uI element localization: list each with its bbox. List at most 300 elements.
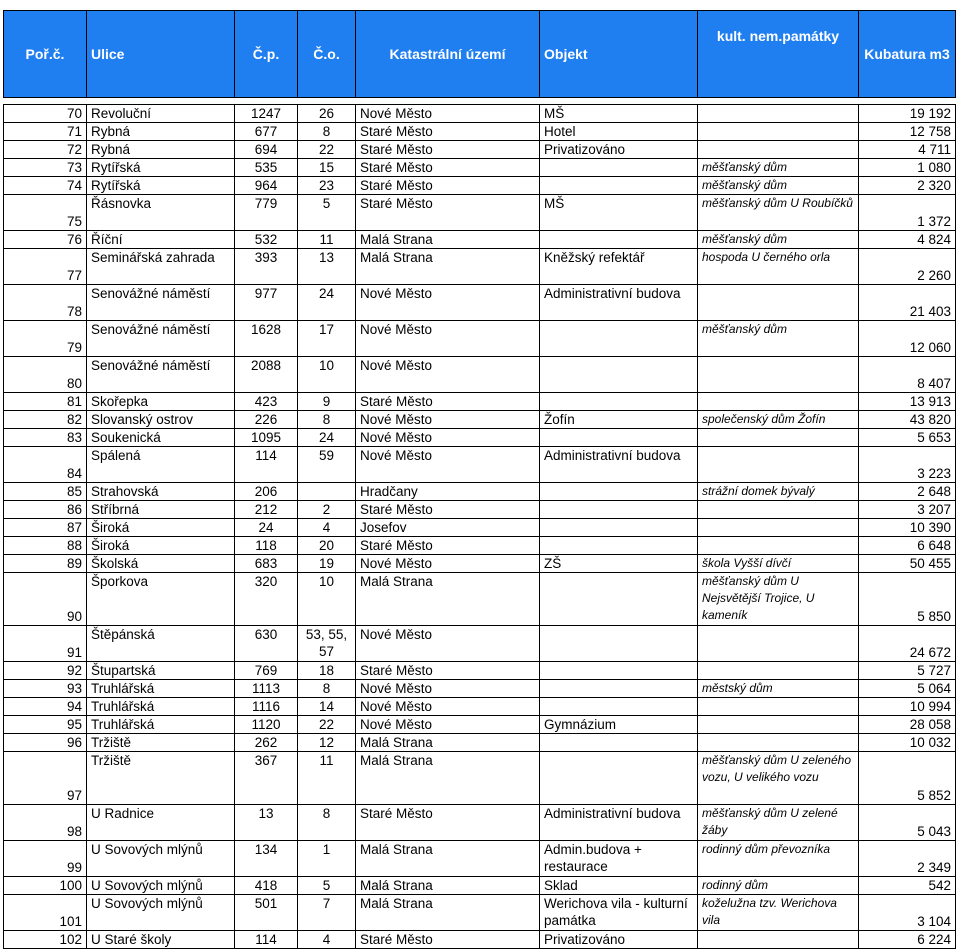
street-cell: Truhlářská	[87, 716, 235, 734]
monuments-table	[3, 10, 956, 949]
table-row	[4, 752, 956, 805]
header-num: Poř.č.	[4, 11, 87, 98]
table-row	[4, 249, 956, 285]
monument-cell	[698, 537, 859, 555]
object-cell	[540, 519, 698, 537]
cadastre-cell: Nové Město	[356, 411, 540, 429]
co-cell: 5	[298, 877, 356, 895]
monument-cell	[698, 931, 859, 949]
table-row	[4, 555, 956, 573]
co-cell: 2	[298, 501, 356, 519]
row-number: 95	[4, 716, 87, 734]
volume-cell: 10 994	[859, 698, 956, 716]
cp-cell: 1247	[235, 105, 298, 123]
street-cell: Říční	[87, 231, 235, 249]
street-cell: Široká	[87, 519, 235, 537]
monument-cell: koželužna tzv. Werichova vila	[698, 895, 859, 931]
cadastre-cell: Nové Město	[356, 716, 540, 734]
cp-cell: 320	[235, 573, 298, 626]
street-cell: Senovážné náměstí	[87, 285, 235, 321]
row-number: 75	[4, 195, 87, 231]
table-row	[4, 895, 956, 931]
volume-cell: 542	[859, 877, 956, 895]
cadastre-cell: Nové Město	[356, 680, 540, 698]
row-number: 102	[4, 931, 87, 949]
table-body	[4, 105, 956, 949]
row-number: 74	[4, 177, 87, 195]
co-cell: 24	[298, 429, 356, 447]
monument-cell	[698, 626, 859, 662]
street-cell: Revoluční	[87, 105, 235, 123]
row-number: 83	[4, 429, 87, 447]
object-cell	[540, 483, 698, 501]
monument-cell: městský dům	[698, 680, 859, 698]
cp-cell: 262	[235, 734, 298, 752]
row-number: 92	[4, 662, 87, 680]
row-number: 71	[4, 123, 87, 141]
street-cell: Široká	[87, 537, 235, 555]
monument-cell: měšťanský dům	[698, 321, 859, 357]
cp-cell: 677	[235, 123, 298, 141]
co-cell: 17	[298, 321, 356, 357]
object-cell: Administrativní budova	[540, 285, 698, 321]
row-number: 93	[4, 680, 87, 698]
volume-cell: 2 349	[859, 841, 956, 877]
object-cell: Žofín	[540, 411, 698, 429]
co-cell: 23	[298, 177, 356, 195]
cp-cell: 1120	[235, 716, 298, 734]
object-cell	[540, 357, 698, 393]
co-cell: 12	[298, 734, 356, 752]
monument-cell: strážní domek bývalý	[698, 483, 859, 501]
table-row	[4, 285, 956, 321]
row-number: 100	[4, 877, 87, 895]
volume-cell: 5 043	[859, 805, 956, 841]
volume-cell: 10 390	[859, 519, 956, 537]
table-row	[4, 447, 956, 483]
row-number: 85	[4, 483, 87, 501]
volume-cell: 24 672	[859, 626, 956, 662]
co-cell: 19	[298, 555, 356, 573]
table-row	[4, 159, 956, 177]
table-row	[4, 698, 956, 716]
cadastre-cell: Malá Strana	[356, 877, 540, 895]
volume-cell: 5 653	[859, 429, 956, 447]
cp-cell: 418	[235, 877, 298, 895]
row-number: 76	[4, 231, 87, 249]
cp-cell: 769	[235, 662, 298, 680]
volume-cell: 10 032	[859, 734, 956, 752]
header-co: Č.o.	[298, 11, 356, 98]
co-cell: 26	[298, 105, 356, 123]
header-cp: Č.p.	[235, 11, 298, 98]
street-cell: Tržiště	[87, 752, 235, 805]
table-row	[4, 105, 956, 123]
row-number: 81	[4, 393, 87, 411]
street-cell: Rybná	[87, 141, 235, 159]
street-cell: Rybná	[87, 123, 235, 141]
table-row	[4, 123, 956, 141]
monument-cell: hospoda U černého orla	[698, 249, 859, 285]
monument-cell	[698, 141, 859, 159]
object-cell	[540, 680, 698, 698]
header-cadastre: Katastrální území	[356, 11, 540, 98]
cp-cell: 206	[235, 483, 298, 501]
co-cell: 8	[298, 805, 356, 841]
row-number: 86	[4, 501, 87, 519]
volume-cell: 1 372	[859, 195, 956, 231]
co-cell: 8	[298, 680, 356, 698]
object-cell: Sklad	[540, 877, 698, 895]
row-number: 87	[4, 519, 87, 537]
monument-cell	[698, 734, 859, 752]
object-cell	[540, 177, 698, 195]
table-row	[4, 805, 956, 841]
cp-cell: 423	[235, 393, 298, 411]
cp-cell: 118	[235, 537, 298, 555]
table-row	[4, 626, 956, 662]
monument-cell: měšťanský dům	[698, 159, 859, 177]
cp-cell: 367	[235, 752, 298, 805]
volume-cell: 3 207	[859, 501, 956, 519]
row-number: 101	[4, 895, 87, 931]
cp-cell: 779	[235, 195, 298, 231]
cp-cell: 134	[235, 841, 298, 877]
cadastre-cell: Malá Strana	[356, 249, 540, 285]
cadastre-cell: Staré Město	[356, 159, 540, 177]
cp-cell: 535	[235, 159, 298, 177]
cp-cell: 532	[235, 231, 298, 249]
cp-cell: 393	[235, 249, 298, 285]
row-number: 90	[4, 573, 87, 626]
cadastre-cell: Staré Město	[356, 393, 540, 411]
cadastre-cell: Nové Město	[356, 698, 540, 716]
row-number: 88	[4, 537, 87, 555]
street-cell: Seminářská zahrada	[87, 249, 235, 285]
cp-cell: 114	[235, 931, 298, 949]
volume-cell: 50 455	[859, 555, 956, 573]
volume-cell: 5 727	[859, 662, 956, 680]
street-cell: U Sovových mlýnů	[87, 877, 235, 895]
cadastre-cell: Malá Strana	[356, 734, 540, 752]
cp-cell: 964	[235, 177, 298, 195]
monument-cell	[698, 285, 859, 321]
volume-cell: 19 192	[859, 105, 956, 123]
monument-cell: společenský dům Žofín	[698, 411, 859, 429]
cadastre-cell: Josefov	[356, 519, 540, 537]
row-number: 78	[4, 285, 87, 321]
cadastre-cell: Nové Město	[356, 429, 540, 447]
object-cell: Gymnázium	[540, 716, 698, 734]
table-row	[4, 141, 956, 159]
monument-cell: měšťanský dům U zelené žáby	[698, 805, 859, 841]
row-number: 84	[4, 447, 87, 483]
cadastre-cell: Staré Město	[356, 662, 540, 680]
street-cell: Strahovská	[87, 483, 235, 501]
volume-cell: 5 852	[859, 752, 956, 805]
co-cell: 20	[298, 537, 356, 555]
cadastre-cell: Nové Město	[356, 321, 540, 357]
row-number: 73	[4, 159, 87, 177]
cp-cell: 683	[235, 555, 298, 573]
monument-cell	[698, 662, 859, 680]
volume-cell: 5 850	[859, 573, 956, 626]
street-cell: Šporkova	[87, 573, 235, 626]
table-row	[4, 573, 956, 626]
cadastre-cell: Nové Město	[356, 555, 540, 573]
volume-cell: 3 104	[859, 895, 956, 931]
street-cell: U Sovových mlýnů	[87, 841, 235, 877]
street-cell: Štěpánská	[87, 626, 235, 662]
monument-cell	[698, 357, 859, 393]
co-cell: 11	[298, 231, 356, 249]
object-cell: ZŠ	[540, 555, 698, 573]
monument-cell: škola Vyšší dívčí	[698, 555, 859, 573]
cadastre-cell: Staré Město	[356, 537, 540, 555]
object-cell: Privatizováno	[540, 141, 698, 159]
cadastre-cell: Malá Strana	[356, 841, 540, 877]
object-cell	[540, 159, 698, 177]
volume-cell: 6 224	[859, 931, 956, 949]
co-cell: 8	[298, 411, 356, 429]
co-cell: 1	[298, 841, 356, 877]
monument-cell	[698, 519, 859, 537]
object-cell	[540, 537, 698, 555]
row-number: 82	[4, 411, 87, 429]
table-row	[4, 841, 956, 877]
cadastre-cell: Malá Strana	[356, 752, 540, 805]
table-row	[4, 680, 956, 698]
co-cell: 24	[298, 285, 356, 321]
monument-cell: měšťanský dům	[698, 231, 859, 249]
table-row	[4, 483, 956, 501]
monument-cell	[698, 698, 859, 716]
co-cell: 13	[298, 249, 356, 285]
volume-cell: 2 320	[859, 177, 956, 195]
object-cell: Administrativní budova	[540, 805, 698, 841]
co-cell: 4	[298, 931, 356, 949]
table-row	[4, 321, 956, 357]
co-cell: 5	[298, 195, 356, 231]
row-number: 89	[4, 555, 87, 573]
object-cell	[540, 429, 698, 447]
co-cell: 11	[298, 752, 356, 805]
cadastre-cell: Staré Město	[356, 177, 540, 195]
monument-cell	[698, 429, 859, 447]
object-cell: Werichova vila - kulturní památka	[540, 895, 698, 931]
object-cell: MŠ	[540, 195, 698, 231]
table-row	[4, 501, 956, 519]
monument-cell	[698, 105, 859, 123]
object-cell	[540, 321, 698, 357]
table-row	[4, 931, 956, 949]
co-cell: 14	[298, 698, 356, 716]
cadastre-cell: Nové Město	[356, 626, 540, 662]
cp-cell: 501	[235, 895, 298, 931]
co-cell: 4	[298, 519, 356, 537]
cadastre-cell: Hradčany	[356, 483, 540, 501]
row-number: 79	[4, 321, 87, 357]
row-number: 98	[4, 805, 87, 841]
volume-cell: 5 064	[859, 680, 956, 698]
street-cell: Slovanský ostrov	[87, 411, 235, 429]
row-number: 99	[4, 841, 87, 877]
table-row	[4, 537, 956, 555]
cp-cell: 212	[235, 501, 298, 519]
volume-cell: 4 711	[859, 141, 956, 159]
row-number: 94	[4, 698, 87, 716]
table-row	[4, 393, 956, 411]
co-cell: 8	[298, 123, 356, 141]
table-row	[4, 519, 956, 537]
cadastre-cell: Staré Město	[356, 501, 540, 519]
cp-cell: 114	[235, 447, 298, 483]
row-number: 72	[4, 141, 87, 159]
street-cell: Tržiště	[87, 734, 235, 752]
volume-cell: 28 058	[859, 716, 956, 734]
table-row	[4, 231, 956, 249]
co-cell: 59	[298, 447, 356, 483]
table-row	[4, 429, 956, 447]
table-row	[4, 716, 956, 734]
cp-cell: 24	[235, 519, 298, 537]
monument-cell: měšťanský dům U zeleného vozu, U velikého vozu	[698, 752, 859, 805]
monument-cell: měšťanský dům	[698, 177, 859, 195]
co-cell	[298, 483, 356, 501]
cadastre-cell: Staré Město	[356, 195, 540, 231]
monument-cell: měšťanský dům U Roubíčků	[698, 195, 859, 231]
cp-cell: 1113	[235, 680, 298, 698]
gap-cell	[4, 98, 956, 105]
co-cell: 22	[298, 716, 356, 734]
cp-cell: 1628	[235, 321, 298, 357]
monument-cell	[698, 123, 859, 141]
volume-cell: 13 913	[859, 393, 956, 411]
cp-cell: 630	[235, 626, 298, 662]
monument-cell	[698, 393, 859, 411]
object-cell	[540, 698, 698, 716]
volume-cell: 1 080	[859, 159, 956, 177]
cp-cell: 1095	[235, 429, 298, 447]
co-cell: 10	[298, 357, 356, 393]
volume-cell: 3 223	[859, 447, 956, 483]
co-cell: 7	[298, 895, 356, 931]
volume-cell: 4 824	[859, 231, 956, 249]
street-cell: Truhlářská	[87, 698, 235, 716]
monument-cell	[698, 501, 859, 519]
volume-cell: 2 260	[859, 249, 956, 285]
header-gap	[4, 98, 956, 105]
cadastre-cell: Staré Město	[356, 931, 540, 949]
volume-cell: 12 060	[859, 321, 956, 357]
object-cell	[540, 734, 698, 752]
volume-cell: 21 403	[859, 285, 956, 321]
monument-cell: rodinný dům převozníka	[698, 841, 859, 877]
cadastre-cell: Malá Strana	[356, 895, 540, 931]
volume-cell: 6 648	[859, 537, 956, 555]
object-cell	[540, 626, 698, 662]
table-row	[4, 877, 956, 895]
monument-cell: rodinný dům	[698, 877, 859, 895]
street-cell: Rytířská	[87, 159, 235, 177]
header-street: Ulice	[87, 11, 235, 98]
header-object: Objekt	[540, 11, 698, 98]
monument-cell	[698, 716, 859, 734]
cadastre-cell: Staré Město	[356, 123, 540, 141]
table-row	[4, 411, 956, 429]
co-cell: 53, 55, 57	[298, 626, 356, 662]
header-volume: Kubatura m3	[859, 11, 956, 98]
row-number: 96	[4, 734, 87, 752]
object-cell	[540, 573, 698, 626]
table-row	[4, 357, 956, 393]
volume-cell: 43 820	[859, 411, 956, 429]
object-cell: Admin.budova + restaurace	[540, 841, 698, 877]
header-monument: kult. nem.památky	[698, 11, 859, 98]
table-row	[4, 662, 956, 680]
object-cell	[540, 662, 698, 680]
cp-cell: 694	[235, 141, 298, 159]
row-number: 77	[4, 249, 87, 285]
header-row	[4, 11, 956, 98]
street-cell: U Sovových mlýnů	[87, 895, 235, 931]
object-cell: Privatizováno	[540, 931, 698, 949]
cadastre-cell: Staré Město	[356, 141, 540, 159]
street-cell: U Staré školy	[87, 931, 235, 949]
street-cell: Řásnovka	[87, 195, 235, 231]
row-number: 70	[4, 105, 87, 123]
co-cell: 18	[298, 662, 356, 680]
table-row	[4, 177, 956, 195]
cp-cell: 1116	[235, 698, 298, 716]
object-cell: MŠ	[540, 105, 698, 123]
street-cell: Stříbrná	[87, 501, 235, 519]
street-cell: Spálená	[87, 447, 235, 483]
co-cell: 22	[298, 141, 356, 159]
monument-cell	[698, 447, 859, 483]
street-cell: Štupartská	[87, 662, 235, 680]
cp-cell: 2088	[235, 357, 298, 393]
object-cell	[540, 752, 698, 805]
cadastre-cell: Nové Město	[356, 357, 540, 393]
cadastre-cell: Nové Město	[356, 105, 540, 123]
volume-cell: 2 648	[859, 483, 956, 501]
co-cell: 10	[298, 573, 356, 626]
street-cell: Senovážné náměstí	[87, 321, 235, 357]
object-cell	[540, 501, 698, 519]
street-cell: U Radnice	[87, 805, 235, 841]
street-cell: Soukenická	[87, 429, 235, 447]
cadastre-cell: Malá Strana	[356, 573, 540, 626]
object-cell: Hotel	[540, 123, 698, 141]
street-cell: Skořepka	[87, 393, 235, 411]
row-number: 91	[4, 626, 87, 662]
cadastre-cell: Staré Město	[356, 805, 540, 841]
co-cell: 9	[298, 393, 356, 411]
cp-cell: 226	[235, 411, 298, 429]
volume-cell: 12 758	[859, 123, 956, 141]
row-number: 80	[4, 357, 87, 393]
cp-cell: 13	[235, 805, 298, 841]
object-cell	[540, 231, 698, 249]
cadastre-cell: Malá Strana	[356, 231, 540, 249]
cadastre-cell: Nové Město	[356, 447, 540, 483]
object-cell	[540, 393, 698, 411]
street-cell: Truhlářská	[87, 680, 235, 698]
volume-cell: 8 407	[859, 357, 956, 393]
cadastre-cell: Nové Město	[356, 285, 540, 321]
table-row	[4, 734, 956, 752]
